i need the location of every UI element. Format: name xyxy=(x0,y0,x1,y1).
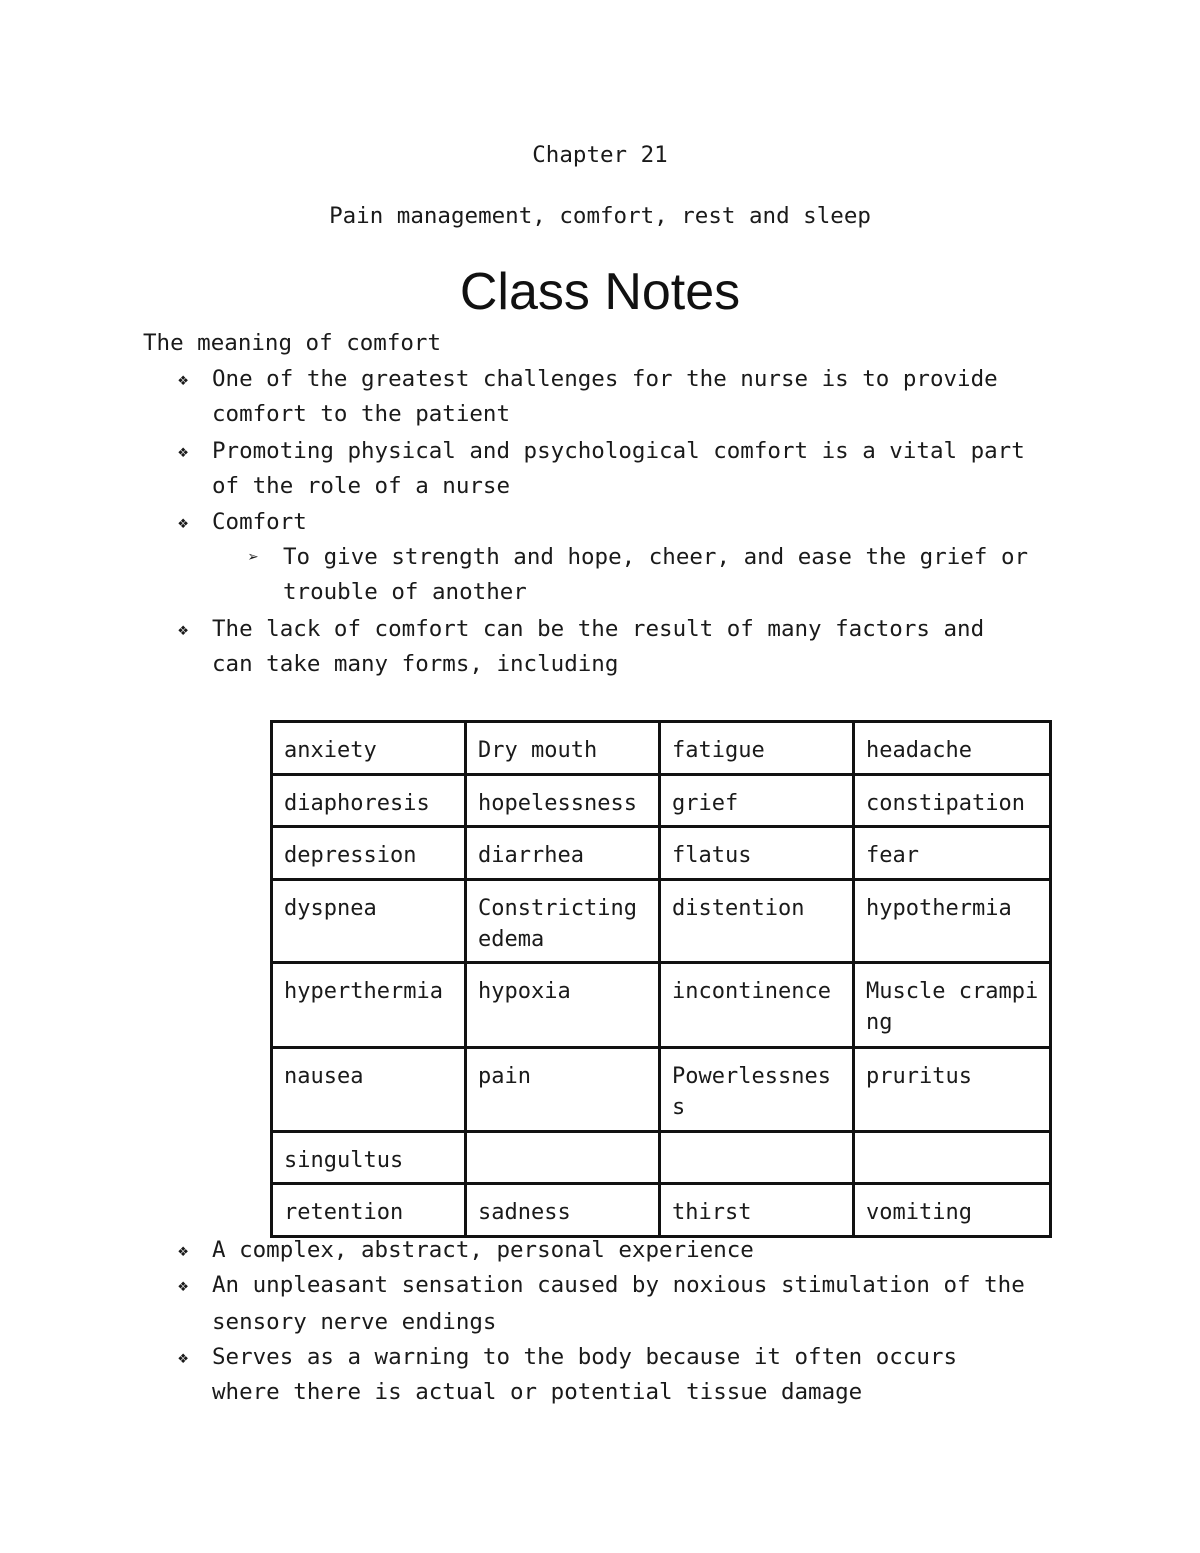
bullet-text-line: comfort to the patient xyxy=(212,401,511,427)
table-cell: distention xyxy=(660,880,854,963)
table-cell: fatigue xyxy=(660,722,854,775)
table-cell: Constricting edema xyxy=(466,880,660,963)
bullet-text-line: Comfort xyxy=(212,509,307,535)
bullet-text-line: of the role of a nurse xyxy=(212,473,511,499)
table-cell: vomiting xyxy=(854,1183,1051,1236)
page-title: Class Notes xyxy=(459,263,741,321)
diamond-bullet-icon: ❖ xyxy=(178,620,189,640)
table-cell xyxy=(660,1131,854,1183)
diamond-bullet-icon: ❖ xyxy=(178,1276,189,1296)
bullet-text-line: can take many forms, including xyxy=(212,651,619,677)
table-cell xyxy=(466,1131,660,1183)
chapter-label: Chapter 21 xyxy=(532,142,668,168)
table-cell: nausea xyxy=(272,1047,466,1131)
table-cell: pruritus xyxy=(854,1047,1051,1131)
table-row xyxy=(272,880,1051,963)
sub-bullet-text-line: trouble of another xyxy=(283,579,527,605)
table-row xyxy=(272,963,1051,1047)
table-cell: hypoxia xyxy=(466,963,660,1047)
section-heading: The meaning of comfort xyxy=(143,330,442,356)
diamond-bullet-icon: ❖ xyxy=(178,442,189,462)
table-cell: hypothermia xyxy=(854,880,1051,963)
table-row xyxy=(272,722,1051,775)
table-cell: anxiety xyxy=(272,722,466,775)
table-cell xyxy=(854,1131,1051,1183)
bullet-text-line: Serves as a warning to the body because it often occurs xyxy=(212,1344,958,1370)
bullet-text-line: The lack of comfort can be the result of many factors and xyxy=(212,616,985,642)
bullet-text-line: where there is actual or potential tissue damage xyxy=(212,1379,863,1405)
diamond-bullet-icon: ❖ xyxy=(178,370,189,390)
table-cell: Muscle cramping xyxy=(854,963,1051,1047)
table-row xyxy=(272,827,1051,880)
table-row xyxy=(272,1131,1051,1183)
table-cell: depression xyxy=(272,827,466,880)
table-cell: incontinence xyxy=(660,963,854,1047)
table-row xyxy=(272,1047,1051,1131)
table-cell: Dry mouth xyxy=(466,722,660,775)
table-row xyxy=(272,1183,1051,1236)
bullet-text-line: sensory nerve endings xyxy=(212,1309,497,1335)
table-cell: pain xyxy=(466,1047,660,1131)
table-cell: Powerlessness xyxy=(660,1047,854,1131)
table-cell: retention xyxy=(272,1183,466,1236)
table-cell: thirst xyxy=(660,1183,854,1236)
discomfort-factors-table xyxy=(270,720,1052,1238)
table-cell: hopelessness xyxy=(466,775,660,827)
table-cell: flatus xyxy=(660,827,854,880)
table-cell: fear xyxy=(854,827,1051,880)
bullet-text-line: One of the greatest challenges for the nurse is to provide xyxy=(212,366,998,392)
table-cell: dyspnea xyxy=(272,880,466,963)
chapter-subtitle: Pain management, comfort, rest and sleep xyxy=(329,203,871,229)
table-cell: sadness xyxy=(466,1183,660,1236)
table-cell: diaphoresis xyxy=(272,775,466,827)
table-cell: hyperthermia xyxy=(272,963,466,1047)
diamond-bullet-icon: ❖ xyxy=(178,1348,189,1368)
sub-bullet-text-line: To give strength and hope, cheer, and ease the grief or xyxy=(283,544,1029,570)
table-row xyxy=(272,775,1051,827)
table-cell: grief xyxy=(660,775,854,827)
bullet-text-line: An unpleasant sensation caused by noxious stimulation of the xyxy=(212,1272,1025,1298)
table-cell: diarrhea xyxy=(466,827,660,880)
bullet-text-line: Promoting physical and psychological comfort is a vital part xyxy=(212,438,1025,464)
diamond-bullet-icon: ❖ xyxy=(178,1241,189,1261)
table-cell: constipation xyxy=(854,775,1051,827)
table-cell: headache xyxy=(854,722,1051,775)
diamond-bullet-icon: ❖ xyxy=(178,513,189,533)
arrowhead-bullet-icon: ➢ xyxy=(248,547,259,568)
table-cell: singultus xyxy=(272,1131,466,1183)
bullet-text-line: A complex, abstract, personal experience xyxy=(212,1237,754,1263)
